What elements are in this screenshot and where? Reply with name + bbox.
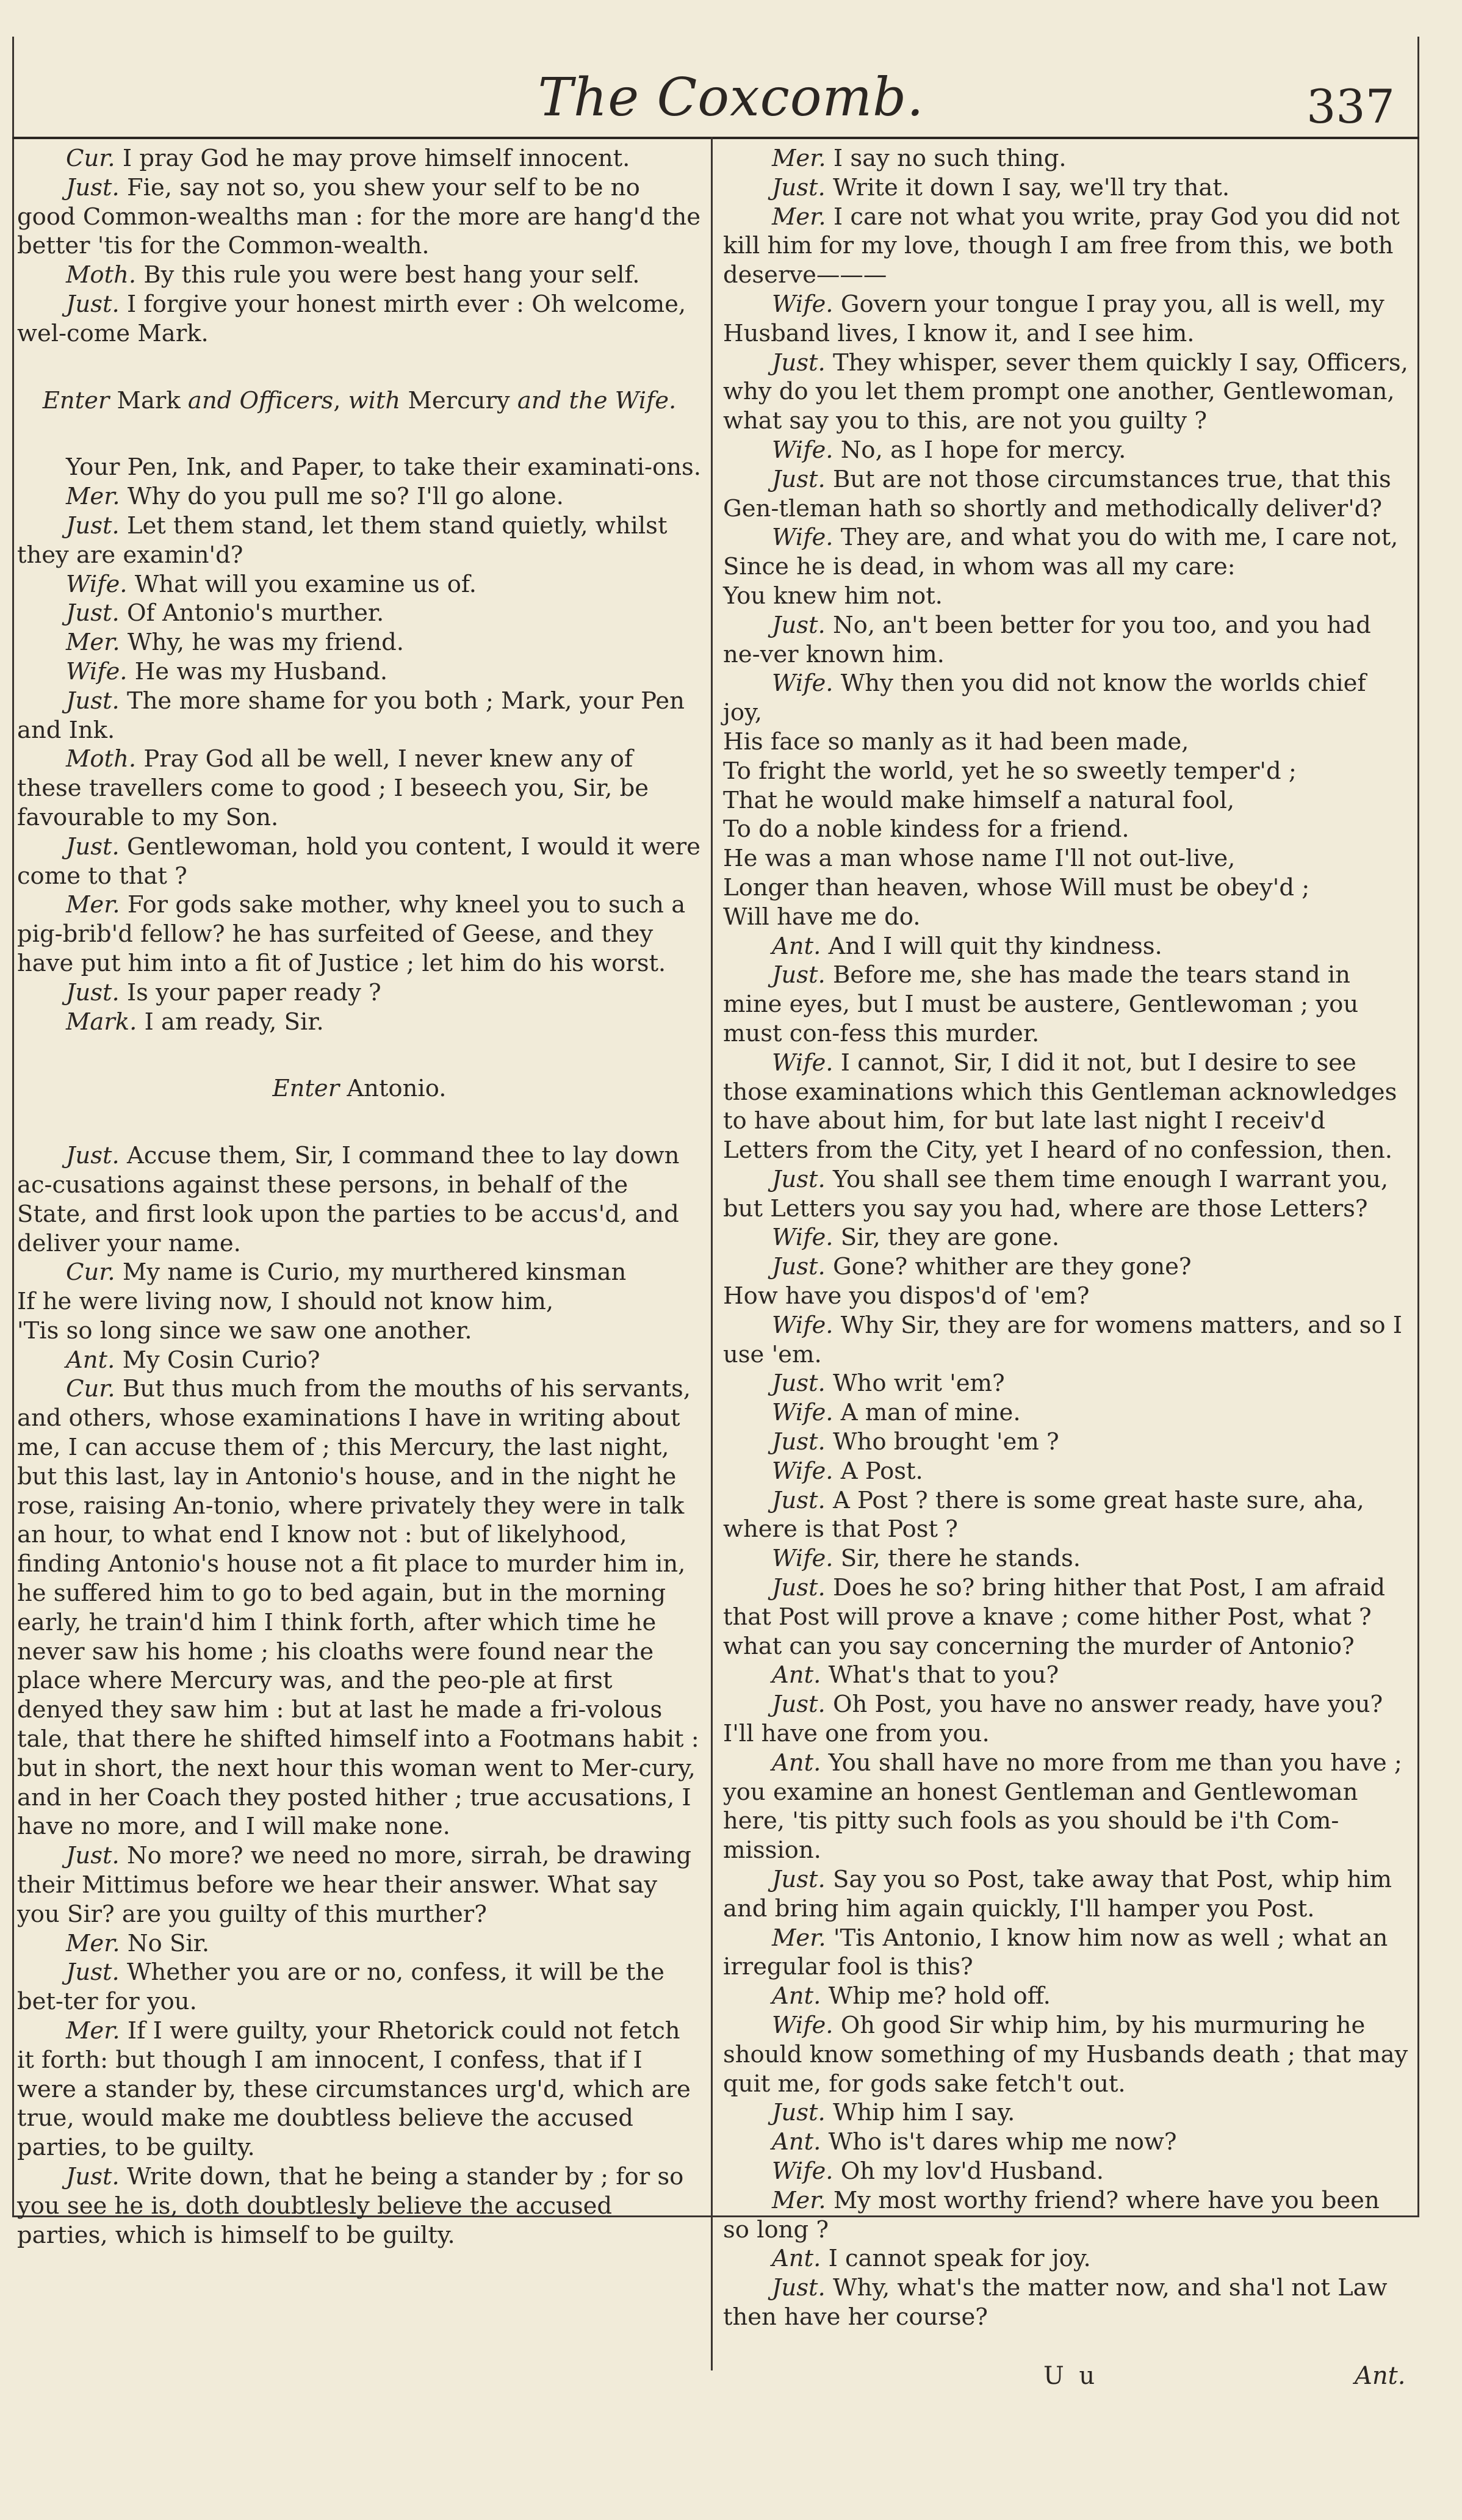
speech-text: No, an't been better for you too, and you had ne-ver known him. <box>723 611 1371 668</box>
speaker-name: Just. <box>772 1574 826 1602</box>
speech-text: Why then you did not know the worlds chief joy, <box>723 670 1366 727</box>
speaker-name: Just. <box>66 687 120 715</box>
speech-line <box>17 978 702 1008</box>
speaker-name: Just. <box>772 1866 826 1894</box>
speaker-name: Moth. <box>66 261 137 289</box>
page-number: 337 <box>1306 79 1395 134</box>
speech-text: I pray God he may prove himself innocent. <box>122 145 630 172</box>
stage-direction-part: Enter <box>272 1075 340 1103</box>
speech-text: Your Pen, Ink, and Paper, to take their examinati-ons. <box>66 453 702 482</box>
speaker-name: Wife. <box>66 657 128 685</box>
speech-text: They whisper, sever them quickly I say, Officers, why do you let them prompt one another, Gentlewoman, what say you to this, are not you guilty ? <box>723 348 1408 435</box>
speech-line <box>723 2273 1410 2332</box>
speaker-name: Mer. <box>66 483 120 511</box>
speech-line <box>723 2157 1410 2186</box>
speech-text: And I will quit thy kindness. <box>828 932 1162 960</box>
speech-line <box>723 669 1410 727</box>
speaker-name: Just. <box>772 1428 826 1456</box>
speech-line <box>723 436 1410 465</box>
speech-text: He was my Husband. <box>134 657 388 685</box>
speech-line <box>723 1369 1410 1398</box>
speech-line <box>723 1165 1410 1224</box>
stage-direction-part: Enter <box>42 386 110 414</box>
speech-line <box>723 1544 1410 1573</box>
speaker-name: Mer. <box>66 2017 120 2045</box>
speech-line <box>17 745 702 832</box>
speech-text: My Cosin Curio? <box>122 1346 320 1374</box>
stage-direction-part: and the Wife. <box>517 386 677 414</box>
speaker-name: Just. <box>772 1691 826 1719</box>
speech-text: Gone? whither are they gone? <box>832 1253 1192 1281</box>
speech-text: 'Tis Antonio, I know him now as well ; what an irregular fool is this? <box>723 1924 1388 1981</box>
speaker-name: Just. <box>772 1253 826 1281</box>
speaker-name: Just. <box>66 832 120 861</box>
speaker-name: Wife. <box>772 1399 834 1427</box>
speaker-name: Ant. <box>772 2128 821 2156</box>
speaker-name: Just. <box>772 465 826 493</box>
speaker-name: Wife. <box>66 570 128 598</box>
speech-text: Govern your tongue I pray you, all is well, my Husband lives, I know it, and I see him. <box>723 290 1385 347</box>
speaker-name: Cur. <box>66 1375 115 1403</box>
speech-line <box>17 453 702 482</box>
speaker-name: Wife. <box>772 290 834 318</box>
stage-direction-part: , <box>333 386 348 414</box>
speaker-name: Wife. <box>772 1049 834 1077</box>
speaker-name: Mer. <box>772 2186 826 2214</box>
speaker-name: Ant. <box>772 2245 821 2273</box>
speech-text: Sir, there he stands. <box>840 1545 1081 1573</box>
speech-text: By this rule you were best hang your self. <box>143 261 640 289</box>
speech-line <box>17 570 702 599</box>
speech-text: Fie, say not so, you shew your self to be no good Common-wealths man : for the more are hang'd the better 'tis for the Common-wealth. <box>17 173 701 260</box>
speaker-name: Wife. <box>772 2012 834 2039</box>
speech-line <box>17 1374 702 1841</box>
speech-text: Why Sir, they are for womens matters, and so I use 'em. <box>723 1311 1402 1368</box>
speaker-name: Cur. <box>66 145 115 172</box>
speech-line <box>17 144 702 173</box>
speaker-name: Wife. <box>772 1545 834 1573</box>
speech-text: Whip me? hold off. <box>828 1982 1051 2010</box>
speaker-name: Just. <box>66 173 120 201</box>
speech-text: No, as I hope for mercy. <box>840 436 1126 464</box>
speaker-name: Just. <box>66 1959 120 1987</box>
speaker-name: Just. <box>772 173 826 201</box>
verse-line: If he were living now, I should not know him, <box>17 1288 554 1316</box>
speaker-name: Wife. <box>772 670 834 698</box>
speech-line <box>17 1958 702 2016</box>
speech-line <box>17 890 702 978</box>
stage-direction <box>17 386 702 416</box>
column-divider <box>711 137 713 2370</box>
speech-line <box>17 1258 702 1287</box>
speaker-name: Just. <box>772 2099 826 2127</box>
speech-line <box>723 2098 1410 2128</box>
speech-line <box>723 1749 1410 1865</box>
speech-text: What's that to you? <box>828 1661 1059 1689</box>
speech-line <box>17 599 702 628</box>
speech-line <box>17 1141 702 1258</box>
speech-text: Gentlewoman, hold you content, I would it were come to that ? <box>17 832 700 890</box>
speech-text: What will you examine us of. <box>134 570 477 598</box>
speaker-name: Ant. <box>772 1749 821 1777</box>
speaker-name: Mark. <box>66 1008 137 1036</box>
stage-direction-part: Antonio. <box>339 1075 447 1103</box>
verse-line: To fright the world, yet he so sweetly temper'd ; <box>723 757 1297 785</box>
verse-line: How have you dispos'd of 'em? <box>723 1282 1090 1310</box>
verse-line: To do a noble kindess for a friend. <box>723 815 1129 843</box>
speech-text: A Post. <box>840 1457 923 1485</box>
speech-line <box>723 203 1410 290</box>
speaker-name: Ant. <box>772 1982 821 2010</box>
speech-line <box>723 348 1410 436</box>
speech-line <box>17 511 702 570</box>
verse-line: 'Tis so long since we saw one another. <box>17 1316 472 1345</box>
speech-text: A Post ? there is some great haste sure, aha, where is that Post ? <box>723 1486 1364 1543</box>
speech-text: My name is Curio, my murthered kinsman <box>122 1258 627 1287</box>
speech-text: Say you so Post, take away that Post, whip him and bring him again quickly, I'll hamper you Post. <box>723 1866 1392 1922</box>
speech-text: Oh good Sir whip him, by his murmuring he should know something of my Husbands death ; that may quit me, for gods sake fetch't out. <box>723 2012 1408 2098</box>
speaker-name: Just. <box>66 1142 120 1170</box>
speech-line <box>17 2016 702 2162</box>
speaker-name: Just. <box>66 290 120 318</box>
running-title: The Coxcomb. <box>538 67 924 128</box>
speaker-name: Cur. <box>66 1258 115 1287</box>
speech-text: I care not what you write, pray God you did not kill him for my love, though I am free from this, we both deserve——— <box>723 203 1400 289</box>
speech-text: Oh Post, you have no answer ready, have you? I'll have one from you. <box>723 1691 1383 1748</box>
speech-line <box>723 1924 1410 1982</box>
stage-direction <box>17 1074 702 1103</box>
stage-direction-part: Mercury <box>400 386 517 414</box>
speech-text: You shall see them time enough I warrant you, but Letters you say you had, where are those Letters? <box>723 1165 1389 1222</box>
speech-text: Oh my lov'd Husband. <box>840 2157 1104 2185</box>
speaker-name: Just. <box>772 1486 826 1514</box>
speech-text: I cannot, Sir, I did it not, but I desire to see those examinations which this Gentleman acknowledges to have about him, for but late last night I receiv'd Letters from the City, yet I heard of no confession, then. <box>723 1049 1397 1164</box>
speaker-name: Mer. <box>772 1924 826 1952</box>
speech-text: The more shame for you both ; Mark, your Pen and Ink. <box>17 687 685 744</box>
speech-line <box>17 832 702 891</box>
speech-line <box>17 1346 702 1375</box>
verse-line: His face so manly as it had been made, <box>723 727 1189 756</box>
verse-line: Will have me do. <box>723 903 921 931</box>
verse-line: That he would make himself a natural fool, <box>723 786 1235 814</box>
speech-text: But thus much from the mouths of his servants, and others, whose examinations I have in writing about me, I can accuse them of ; this Mercury, the last night, but this last, lay in Antonio's house, and in the night he rose, raising An-tonio, where privately they were in talk an hour, to what end I know not : but of likelyhood, finding Antonio's house not a fit place to murder him in, he suffered him to go to bed again, but in the morning early, he train'd him I think forth, after which time he never saw his home ; his cloaths were found near the place where Mercury was, and the peo-ple at first denyed they saw him : but at last he made a fri-volous tale, that there he shifted himself into a Footmans habit : but in short, the next hour this woman went to Mer-cury, and in her Coach they posted hither ; true accusations, I have no more, and I will make none. <box>17 1375 699 1841</box>
speaker-name: Just. <box>772 2274 826 2302</box>
speech-line <box>723 290 1410 348</box>
speech-text: If I were guilty, your Rhetorick could not fetch it forth: but though I am innocent, I confess, that if I were a stander by, these circumstances urg'd, which are true, would make me doubtless believe the accused parties, to be guilty. <box>17 2017 691 2162</box>
speech-line <box>17 261 702 290</box>
speech-text: Whip him I say. <box>832 2099 1015 2127</box>
speech-line <box>723 1865 1410 1924</box>
speech-text: They are, and what you do with me, I care not, <box>840 524 1399 552</box>
speech-line <box>723 1428 1410 1457</box>
speaker-name: Ant. <box>772 1661 821 1689</box>
verse-line: He was a man whose name I'll not out-live, <box>723 845 1236 873</box>
speech-text: Before me, she has made the tears stand in mine eyes, but I must be austere, Gentlewoman ; you must con-fess this murder. <box>723 961 1359 1047</box>
speech-text: For gods sake mother, why kneel you to such a pig-brib'd fellow? he has surfeited of Geese, and they have put him into a fit of Justice ; let him do his worst. <box>17 891 686 977</box>
speech-text: No Sir. <box>127 1929 210 1957</box>
stage-direction-part: with <box>348 386 401 414</box>
speech-line <box>723 1311 1410 1370</box>
speaker-name: Just. <box>772 961 826 989</box>
speech-text: I forgive your honest mirth ever : Oh welcome, wel-come Mark. <box>17 290 686 347</box>
speaker-name: Just. <box>66 1842 120 1870</box>
speech-line <box>723 2244 1410 2273</box>
speech-text: Whether you are or no, confess, it will be the bet-ter for you. <box>17 1959 664 2016</box>
speech-text: Who brought 'em ? <box>832 1428 1059 1456</box>
speech-text: No more? we need no more, sirrah, be drawing their Mittimus before we hear their answer. What say you Sir? are you guilty of this murther? <box>17 1842 692 1928</box>
speech-line <box>17 1008 702 1037</box>
speech-line <box>723 144 1410 173</box>
speech-line <box>723 1252 1410 1282</box>
speech-line <box>723 465 1410 524</box>
speech-line <box>723 523 1410 552</box>
speaker-name: Wife. <box>772 1311 834 1339</box>
speech-line <box>723 1457 1410 1486</box>
speech-line <box>17 2162 702 2250</box>
speaker-name: Just. <box>66 2163 120 2190</box>
speaker-name: Mer. <box>66 1929 120 1957</box>
speech-text: Sir, they are gone. <box>840 1224 1060 1252</box>
speech-text: Why do you pull me so? I'll go alone. <box>127 483 564 511</box>
speech-text: A man of mine. <box>840 1399 1021 1427</box>
speaker-name: Just. <box>772 1370 826 1398</box>
speech-text: But are not those circumstances true, that this Gen-tleman hath so shortly and methodically deliver'd? <box>723 465 1391 522</box>
speech-line <box>723 1049 1410 1165</box>
verse-line: Longer than heaven, whose Will must be obey'd ; <box>723 873 1310 901</box>
stage-direction-part: Mark <box>109 386 188 414</box>
speech-line <box>723 961 1410 1048</box>
speech-line <box>723 1982 1410 2011</box>
speaker-name: Mer. <box>772 203 826 231</box>
speaker-name: Ant. <box>66 1346 115 1374</box>
speech-line <box>17 687 702 745</box>
speech-text: Write down, that he being a stander by ; for so you see he is, doth doubtlesly believe the accused parties, which is himself to be guilty. <box>17 2163 684 2249</box>
speaker-name: Wife. <box>772 524 834 552</box>
speech-line <box>723 1661 1410 1690</box>
speech-text: You shall have no more from me than you have ; you examine an honest Gentleman and Gentlewoman here, 'tis pitty such fools as you should be i'th Com-mission. <box>723 1749 1402 1865</box>
speech-line <box>17 290 702 348</box>
speaker-name: Wife. <box>772 436 834 464</box>
speech-text: Why, he was my friend. <box>127 629 405 657</box>
verse-line: Since he is dead, in whom was all my care: <box>723 553 1236 581</box>
speech-line <box>17 628 702 657</box>
speaker-name: Just. <box>772 1165 826 1193</box>
speaker-name: Wife. <box>772 1457 834 1485</box>
speaker-name: Mer. <box>66 629 120 657</box>
speech-text: Accuse them, Sir, I command thee to lay down ac-cusations against these persons, in behalf of the State, and first look upon the parties to be accus'd, and deliver your name. <box>17 1142 680 1257</box>
speech-line <box>723 611 1410 670</box>
speaker-name: Just. <box>66 978 120 1006</box>
verse-line: You knew him not. <box>723 582 943 610</box>
speaker-name: Wife. <box>772 1224 834 1252</box>
speaker-name: Ant. <box>772 932 821 960</box>
speech-line <box>723 2011 1410 2098</box>
speech-line <box>723 2128 1410 2157</box>
speech-text: I cannot speak for joy. <box>828 2245 1091 2273</box>
speaker-name: Mer. <box>772 145 826 172</box>
speech-text: Who is't dares whip me now? <box>828 2128 1177 2156</box>
speech-line <box>723 1573 1410 1661</box>
speech-line <box>723 173 1410 203</box>
speech-text: Let them stand, let them stand quietly, whilst they are examin'd? <box>17 511 668 569</box>
header-rule <box>12 137 1419 139</box>
speech-line <box>723 932 1410 961</box>
speech-text: Who writ 'em? <box>832 1370 1005 1398</box>
signature-mark: U u <box>1043 2362 1099 2390</box>
speaker-name: Just. <box>772 348 826 377</box>
speaker-name: Just. <box>772 611 826 639</box>
speech-text: Write it down I say, we'll try that. <box>832 173 1230 201</box>
stage-direction-part: and Officers <box>187 386 334 414</box>
speaker-name: Just. <box>66 511 120 540</box>
speech-line <box>17 173 702 261</box>
left-column <box>17 144 702 2250</box>
speech-line <box>723 1398 1410 1428</box>
speech-line <box>17 1929 702 1959</box>
right-column <box>723 144 1410 2332</box>
speech-text: My most worthy friend? where have you been so long ? <box>723 2186 1380 2244</box>
speech-text: Does he so? bring hither that Post, I am afraid that Post will prove a knave ; come hither Post, what ? what can you say concerning the murder of Antonio? <box>723 1574 1386 1660</box>
speech-line <box>723 2186 1410 2245</box>
speech-text: I am ready, Sir. <box>144 1008 324 1036</box>
speech-line <box>17 482 702 511</box>
speech-text: I say no such thing. <box>833 145 1067 172</box>
speech-text: Pray God all be well, I never knew any of these travellers come to good ; I beseech you, Sir, be favourable to my Son. <box>17 745 649 831</box>
speaker-name: Wife. <box>772 2157 834 2185</box>
speech-line <box>17 1841 702 1929</box>
speaker-name: Mer. <box>66 891 120 919</box>
speech-line <box>723 1690 1410 1749</box>
catchword: Ant. <box>1355 2362 1406 2390</box>
speaker-name: Just. <box>66 599 120 627</box>
speaker-name: Moth. <box>66 745 137 773</box>
speech-text: Is your paper ready ? <box>126 978 381 1006</box>
speech-text: Of Antonio's murther. <box>126 599 384 627</box>
speech-line <box>17 657 702 687</box>
speech-line <box>723 1223 1410 1252</box>
speech-text: Why, what's the matter now, and sha'l not Law then have her course? <box>723 2274 1388 2331</box>
speech-line <box>723 1486 1410 1545</box>
